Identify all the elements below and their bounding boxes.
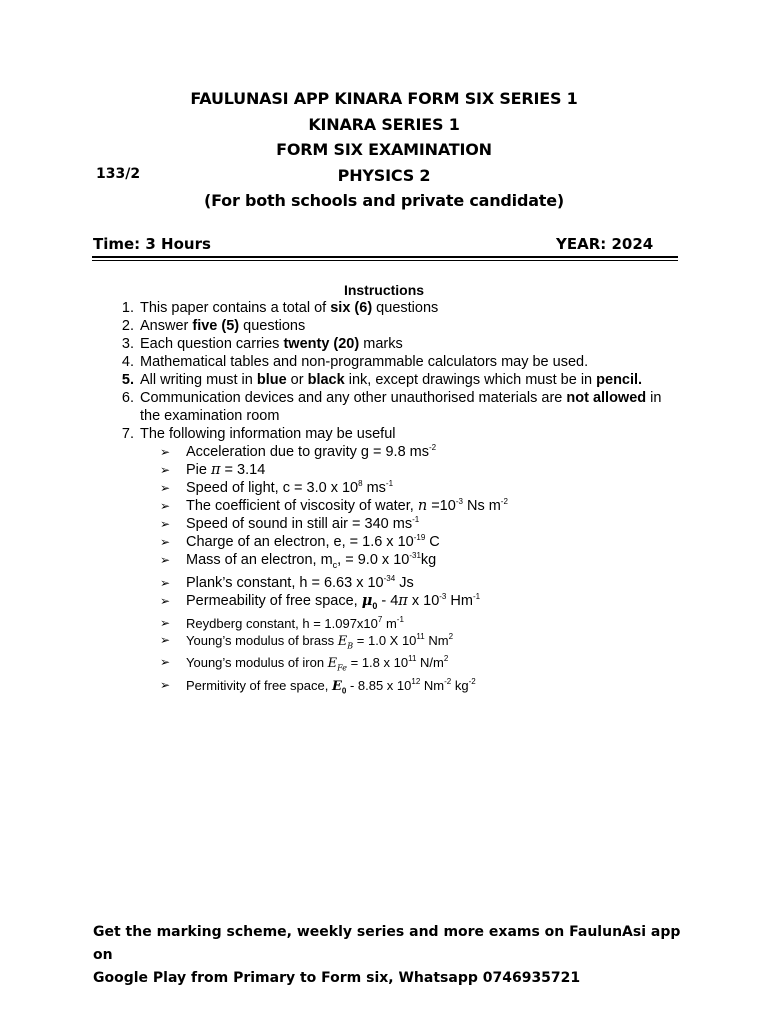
constants-list	[160, 443, 672, 700]
promo-footer-line1: Get the marking scheme, weekly series and more exams on FaulunAsi app on	[93, 924, 681, 963]
arrow-bullet-icon: ➢	[160, 499, 171, 513]
paper-code: 133/2	[96, 166, 141, 182]
constant-viscosity: ➢ The coefficient of viscosity of water, $n =10^{-3}$ Ns $m^{-2}$	[160, 497, 508, 514]
instruction-item: 5. All writing must in blue or black ink, except drawings which must be in pencil.	[121, 372, 643, 388]
arrow-bullet-icon: ➢	[160, 463, 171, 477]
constant-brass: ➢ Young’s modulus of brass $E_B = 1.0$ X $10^{11}$ Nm$^2$	[160, 631, 454, 651]
arrow-bullet-icon: ➢	[160, 655, 171, 670]
constant-pie: ➢ Pie π = 3.14	[160, 462, 266, 478]
arrow-bullet-icon: ➢	[160, 677, 171, 692]
arrow-bullet-icon: ➢	[160, 575, 171, 590]
year-label: YEAR: 2024	[556, 235, 654, 253]
constant-permitivity: ➢ Permitivity of free space, $E_0 - 8.85$ x $10^{12}$ $Nm^{-2}$ $kg^{-2}$	[160, 676, 476, 696]
instructions-list	[112, 299, 672, 700]
instruction-item: 1. This paper contains a total of six (6) questions	[121, 300, 439, 316]
exam-header-line3: FORM SIX EXAMINATION	[276, 140, 492, 159]
constant-sound: ➢ Speed of sound in still air = 340 $ms^{-1}$	[160, 515, 420, 532]
arrow-bullet-icon: ➢	[160, 535, 171, 549]
instruction-item: 4. Mathematical tables and non-programmable calculators may be used.	[121, 354, 589, 370]
header-divider	[92, 256, 678, 258]
constant-plank: ➢ Plank’s constant, h = 6.63 x $10^{-34}$ Js	[160, 573, 414, 591]
instruction-item: 6. Communication devices and any other unauthorised materials are not allowed in the examination room	[121, 390, 662, 424]
constant-gravity: ➢ Acceleration due to gravity g = 9.8 $ms^{-2}$	[160, 443, 437, 460]
arrow-bullet-icon: ➢	[160, 445, 171, 459]
instruction-item: 7. The following information may be useful ➢ Acceleration due to gravity g = 9.8 $ms^{-2}$ ➢ Pie π = 3.14 ➢ Speed of light, c = 3.0 x $10^8$ $ms^{-1}$ ➢ The coefficient of viscosity of water, $n =10^{-3}$ Ns $m^{-2}$ ➢ Speed of sound in still air = 340 $ms^{-1}$ ➢ Charge of an electron, e, = 1.6 x $10^{-19}$ C ➢ Mass of an electron, $m_c$, = 9.0 x $10^{-31}kg$ ➢ Plank’s constant, h = 6.63 x $10^{-34}$ Js ➢ Permeability of free space, $\mu_0 - 4\pi$ x $10^{-3}$ $Hm^{-1}$ ➢ Reydberg constant, $h = 1.097x10^7$ $m^{-1}$ ➢ Young’s modulus of brass $E_B = 1.0$ X $10^{11}$ Nm$^2$ ➢ Young’s modulus of iron $E_{Fe} = 1.8$ x $10^{11}$ $N/m^2$ ➢ Permitivity of free space, $E_0 - 8.85$ x $10^{12}$ $Nm^{-2}$ $kg^{-2}$	[112, 425, 672, 700]
arrow-bullet-icon: ➢	[160, 615, 171, 630]
exam-header-line2: KINARA SERIES 1	[308, 115, 460, 134]
arrow-bullet-icon: ➢	[160, 593, 171, 608]
subject-title: PHYSICS 2	[337, 166, 431, 185]
arrow-bullet-icon: ➢	[160, 553, 171, 567]
constant-reydberg: ➢ Reydberg constant, $h = 1.097x10^7$ $m^{-1}$	[160, 614, 404, 631]
time-label: Time: 3 Hours	[93, 235, 211, 253]
promo-footer-line2: Google Play from Primary to Form six, Whatsapp 0746935721	[93, 970, 581, 986]
exam-header-line1: FAULUNASI APP KINARA FORM SIX SERIES 1	[190, 89, 578, 108]
instruction-item: 2. Answer five (5) questions	[121, 318, 306, 334]
promo-footer	[93, 921, 693, 990]
constant-iron: ➢ Young’s modulus of iron $E_{Fe} = 1.8$ x $10^{11}$ $N/m^2$	[160, 654, 449, 673]
constant-permeability: ➢ Permeability of free space, $\mu_0 - 4\pi$ x $10^{-3}$ $Hm^{-1}$	[160, 591, 481, 611]
arrow-bullet-icon: ➢	[160, 481, 171, 495]
instructions-title: Instructions	[343, 282, 425, 298]
constant-light: ➢ Speed of light, c = 3.0 x $10^8$ $ms^{-1}$	[160, 479, 394, 496]
arrow-bullet-icon: ➢	[160, 632, 171, 647]
arrow-bullet-icon: ➢	[160, 517, 171, 531]
candidates-note: (For both schools and private candidate)	[203, 191, 565, 210]
constant-mass: ➢ Mass of an electron, $m_c$, = 9.0 x $10^{-31}kg$	[160, 551, 437, 570]
constant-charge: ➢ Charge of an electron, e, = 1.6 x $10^{-19}$ C	[160, 533, 440, 550]
instruction-item: 3. Each question carries twenty (20) marks	[121, 336, 403, 352]
header-divider-thin	[92, 260, 678, 261]
